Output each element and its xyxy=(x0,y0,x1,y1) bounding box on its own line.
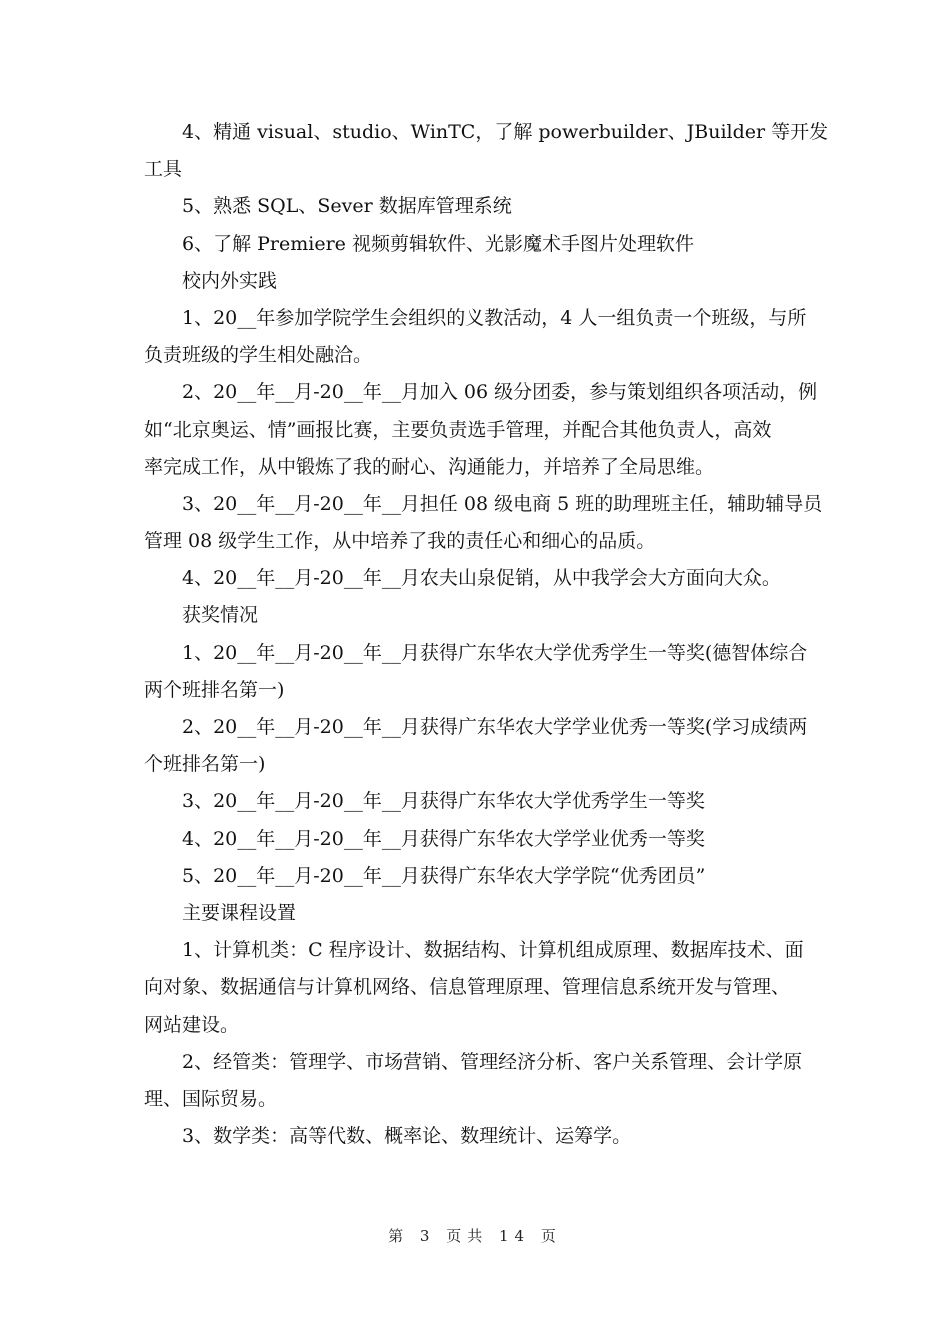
text-line: 获奖情况 xyxy=(182,604,259,627)
text-line: 网站建设。 xyxy=(144,1013,240,1036)
text-line: 如“北京奥运、情”画报比赛，主要负责选手管理，并配合其他负责人，高效 xyxy=(144,418,772,441)
text-line: 2、经管类：管理学、市场营销、管理经济分析、客户关系管理、会计学原 xyxy=(182,1050,803,1073)
text-line: 1、计算机类：C 程序设计、数据结构、计算机组成原理、数据库技术、面 xyxy=(182,939,804,962)
text-line: 4、20__年__月-20__年__月获得广东华农大学学业优秀一等奖 xyxy=(182,827,705,850)
text-line: 个班排名第一) xyxy=(144,753,266,776)
text-line: 两个班排名第一) xyxy=(144,678,285,701)
text-line: 3、20__年__月-20__年__月获得广东华农大学优秀学生一等奖 xyxy=(182,790,705,813)
text-line: 率完成工作，从中锻炼了我的耐心、沟通能力，并培养了全局思维。 xyxy=(144,455,715,478)
text-line: 1、20__年参加学院学生会组织的义教活动，4 人一组负责一个班级，与所 xyxy=(182,306,807,329)
text-line: 2、20__年__月-20__年__月加入 06 级分团委，参与策划组织各项活动，例 xyxy=(182,381,818,404)
text-line: 5、熟悉 SQL、Sever 数据库管理系统 xyxy=(182,195,512,218)
page-footer: 第 3 页共 14 页 xyxy=(388,1227,562,1245)
text-line: 1、20__年__月-20__年__月获得广东华农大学优秀学生一等奖(德智体综合 xyxy=(182,641,808,664)
text-line: 工具 xyxy=(144,158,183,181)
text-line: 管理 08 级学生工作，从中培养了我的责任心和细心的品质。 xyxy=(144,530,656,553)
document-body xyxy=(144,114,829,1155)
text-line: 3、数学类：高等代数、概率论、数理统计、运筹学。 xyxy=(182,1125,632,1148)
text-line: 向对象、数据通信与计算机网络、信息管理原理、管理信息系统开发与管理、 xyxy=(144,976,791,999)
text-line: 5、20__年__月-20__年__月获得广东华农大学学院“优秀团员” xyxy=(182,864,706,887)
text-line: 6、了解 Premiere 视频剪辑软件、光影魔术手图片处理软件 xyxy=(182,232,694,255)
text-line: 4、20__年__月-20__年__月农夫山泉促销，从中我学会大方面向大众。 xyxy=(182,567,781,590)
text-line: 主要课程设置 xyxy=(182,901,297,924)
text-line: 3、20__年__月-20__年__月担任 08 级电商 5 班的助理班主任，辅助辅导员 xyxy=(182,492,823,515)
text-line: 负责班级的学生相处融洽。 xyxy=(144,344,373,367)
text-line: 4、精通 visual、studio、WinTC，了解 powerbuilder、JBuilder 等开发 xyxy=(182,121,829,143)
text-line: 理、国际贸易。 xyxy=(144,1087,278,1110)
text-line: 校内外实践 xyxy=(182,269,278,292)
text-line: 2、20__年__月-20__年__月获得广东华农大学学业优秀一等奖(学习成绩两 xyxy=(182,716,808,738)
